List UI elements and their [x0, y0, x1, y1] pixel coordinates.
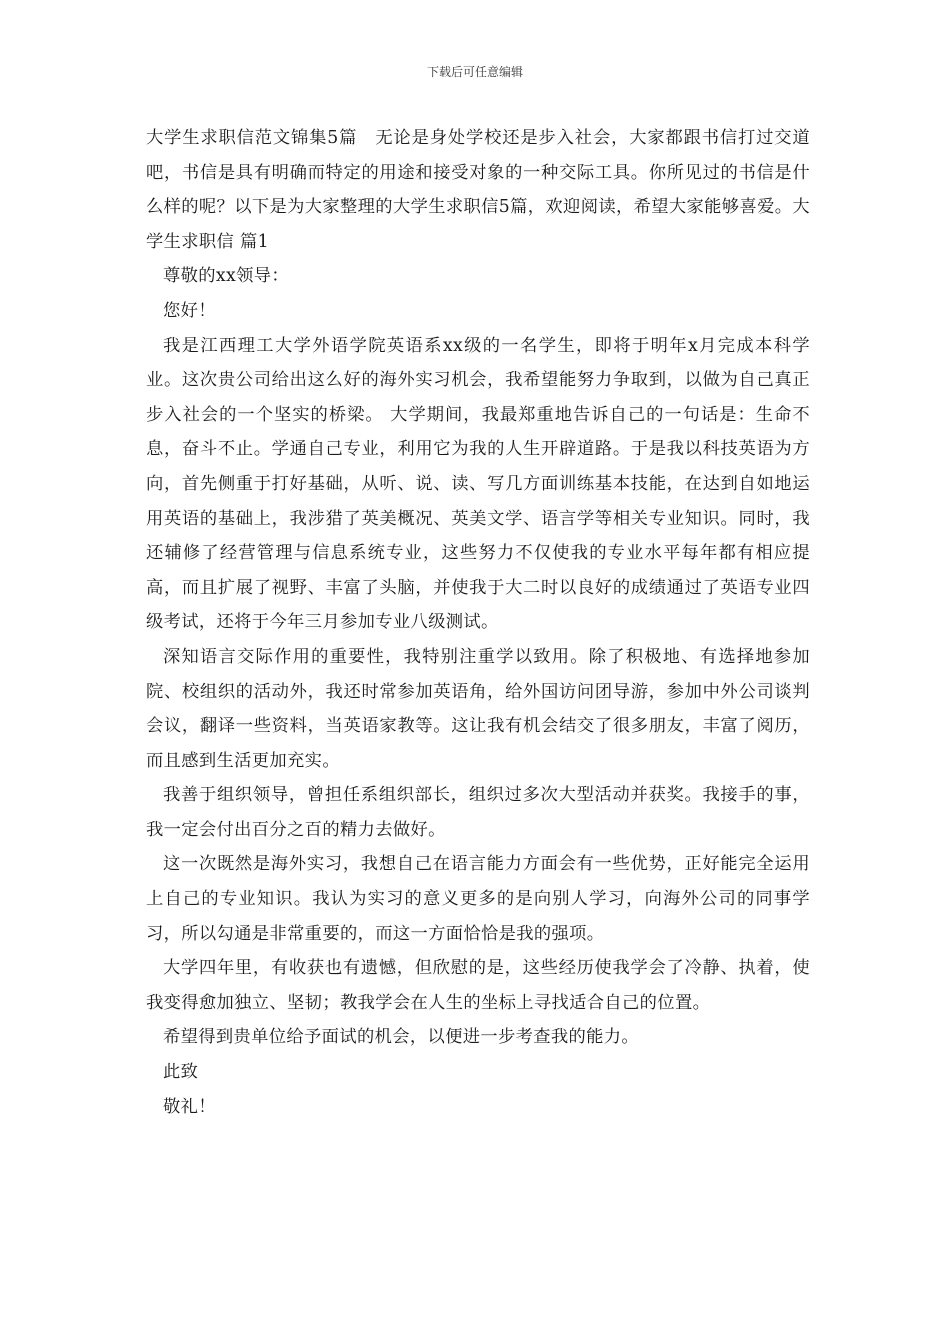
- closing-salute: 敬礼！: [163, 1096, 216, 1117]
- body-paragraph: 这一次既然是海外实习，我想自己在语言能力方面会有一些优势，正好能完全运用上自己的专业知识。我认为实习的意义更多的是向别人学习，向海外公司的同事学习，所以勾通是非常重要的，而这一方面恰恰是我的强项。: [146, 854, 810, 944]
- closing-phrase: 此致: [163, 1062, 199, 1083]
- closing-request: 希望得到贵单位给予面试的机会，以便进一步考查我的能力。: [163, 1027, 640, 1048]
- greeting: 您好！: [163, 300, 216, 321]
- intro-paragraph: 大学生求职信范文锦集5篇 无论是身处学校还是步入社会，大家都跟书信打过交道吧，书信是具有明确而特定的用途和接受对象的一种交际工具。你所见过的书信是什么样的呢？以下是为大家整理的大学生求职信5篇，欢迎阅读，希望大家能够喜爱。大学生求职信 篇1: [146, 128, 810, 252]
- body-paragraph: 深知语言交际作用的重要性，我特别注重学以致用。除了积极地、有选择地参加院、校组织的活动外，我还时常参加英语角，给外国访问团导游，参加中外公司谈判会议，翻译一些资料，当英语家教等。这让我有机会结交了很多朋友，丰富了阅历，而且感到生活更加充实。: [146, 646, 810, 771]
- salutation: 尊敬的xx领导：: [163, 266, 289, 287]
- page-header: 下载后可任意编辑: [426, 65, 523, 79]
- body-paragraph: 我善于组织领导，曾担任系组织部长，组织过多次大型活动并获奖。我接手的事，我一定会付出百分之百的精力去做好。: [146, 785, 810, 840]
- body-paragraph: 大学四年里，有收获也有遗憾，但欣慰的是，这些经历使我学会了冷静、执着，使我变得愈加独立、坚韧；教我学会在人生的坐标上寻找适合自己的位置。: [146, 958, 810, 1013]
- document-body: [146, 121, 810, 1124]
- body-paragraph: 我是江西理工大学外语学院英语系xx级的一名学生，即将于明年x月完成本科学业。这次贵公司给出这么好的海外实习机会，我希望能努力争取到，以做为自己真正步入社会的一个坚实的桥梁。 大学期间，我最郑重地告诉自己的一句话是：生命不息，奋斗不止。学通自己专业，利用它为我的人生开辟道路。于是我以科技英语为方向，首先侧重于打好基础，从听、说、读、写几方面训练基本技能，在达到自如地运用英语的基础上，我涉猎了英美概况、英美文学、语言学等相关专业知识。同时，我还辅修了经营管理与信息系统专业，这些努力不仅使我的专业水平每年都有相应提高，而且扩展了视野、丰富了头脑，并使我于大二时以良好的成绩通过了英语专业四级考试，还将于今年三月参加专业八级测试。: [146, 335, 810, 633]
